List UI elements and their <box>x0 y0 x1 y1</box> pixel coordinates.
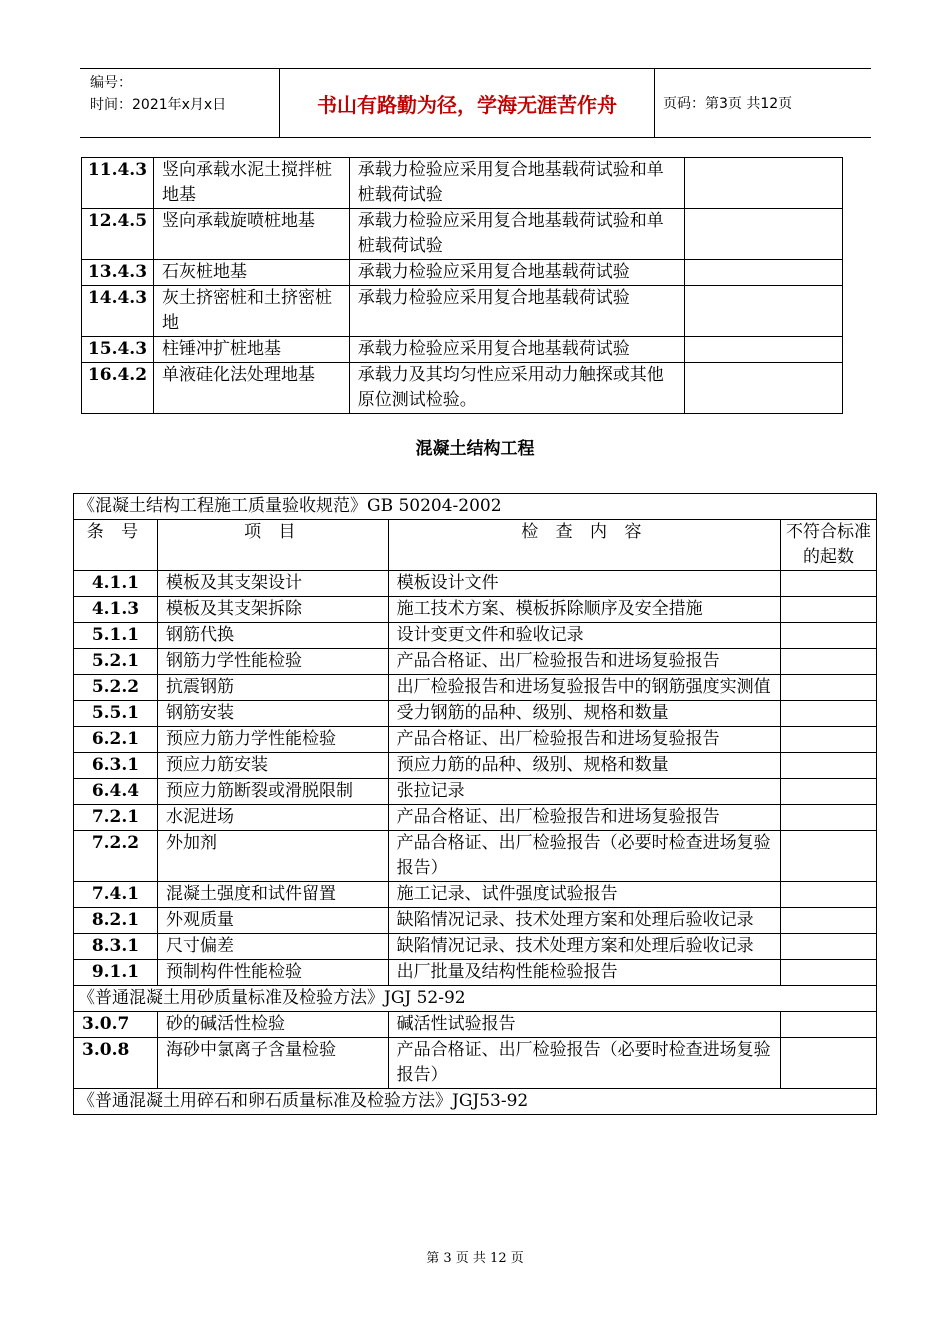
concrete-rows <box>74 571 877 986</box>
row-count <box>781 753 877 779</box>
row-content: 缺陷情况记录、技术处理方案和处理后验收记录 <box>388 934 780 960</box>
row-code: 7.4.1 <box>74 882 158 908</box>
row-count <box>685 286 843 337</box>
header-motto: 书山有路勤为径，学海无涯苦作舟 <box>280 69 655 137</box>
row-count <box>781 623 877 649</box>
row-item: 预应力筋安装 <box>157 753 388 779</box>
row-item: 混凝土强度和试件留置 <box>157 882 388 908</box>
row-content: 产品合格证、出厂检验报告和进场复验报告 <box>388 727 780 753</box>
row-count <box>781 571 877 597</box>
row-code: 3.0.8 <box>74 1038 158 1089</box>
table-row <box>74 571 877 597</box>
row-content: 出厂检验报告和进场复验报告中的钢筋强度实测值 <box>388 675 780 701</box>
table-row <box>82 337 843 363</box>
row-content: 产品合格证、出厂检验报告（必要时检查进场复验报告） <box>388 1038 780 1089</box>
table-row <box>74 805 877 831</box>
row-item: 钢筋代换 <box>157 623 388 649</box>
row-content: 模板设计文件 <box>388 571 780 597</box>
table-row <box>82 363 843 414</box>
row-count <box>781 934 877 960</box>
row-count <box>781 1012 877 1038</box>
table-row <box>74 882 877 908</box>
row-item: 模板及其支架拆除 <box>157 597 388 623</box>
page-header <box>80 68 871 138</box>
row-content: 缺陷情况记录、技术处理方案和处理后验收记录 <box>388 908 780 934</box>
table-row <box>74 727 877 753</box>
row-count <box>781 1038 877 1089</box>
concrete-table <box>73 493 877 1115</box>
row-count <box>781 597 877 623</box>
row-code: 5.2.1 <box>74 649 158 675</box>
row-content: 承载力检验应采用复合地基载荷试验 <box>349 260 685 286</box>
table-row <box>74 623 877 649</box>
standard-row <box>74 1089 877 1115</box>
standard-title: 《混凝土结构工程施工质量验收规范》GB 50204-2002 <box>74 494 877 520</box>
row-item: 水泥进场 <box>157 805 388 831</box>
row-code: 5.1.1 <box>74 623 158 649</box>
row-count <box>685 260 843 286</box>
table-row <box>74 934 877 960</box>
row-code: 16.4.2 <box>82 363 154 414</box>
row-code: 7.2.1 <box>74 805 158 831</box>
foundation-table <box>81 157 843 414</box>
table-row <box>74 597 877 623</box>
row-count <box>685 158 843 209</box>
row-item: 砂的碱活性检验 <box>157 1012 388 1038</box>
row-content: 张拉记录 <box>388 779 780 805</box>
standard-row <box>74 986 877 1012</box>
row-count <box>685 209 843 260</box>
table-row <box>74 908 877 934</box>
row-item: 海砂中氯离子含量检验 <box>157 1038 388 1089</box>
row-code: 4.1.1 <box>74 571 158 597</box>
row-count <box>781 701 877 727</box>
row-content: 承载力检验应采用复合地基载荷试验和单桩载荷试验 <box>349 209 685 260</box>
row-item: 外观质量 <box>157 908 388 934</box>
row-item: 单液硅化法处理地基 <box>153 363 349 414</box>
row-count <box>781 882 877 908</box>
sand-rows <box>74 1012 877 1089</box>
row-item: 石灰桩地基 <box>153 260 349 286</box>
row-item: 竖向承载水泥土搅拌桩地基 <box>153 158 349 209</box>
row-code: 12.4.5 <box>82 209 154 260</box>
section-title: 混凝土结构工程 <box>415 439 535 459</box>
row-item: 抗震钢筋 <box>157 675 388 701</box>
standard-title: 《普通混凝土用砂质量标准及检验方法》JGJ 52-92 <box>74 986 877 1012</box>
row-content: 承载力检验应采用复合地基载荷试验 <box>349 286 685 337</box>
row-content: 施工技术方案、模板拆除顺序及安全措施 <box>388 597 780 623</box>
table-row <box>82 158 843 209</box>
row-code: 14.4.3 <box>82 286 154 337</box>
row-content: 产品合格证、出厂检验报告和进场复验报告 <box>388 805 780 831</box>
row-item: 预制构件性能检验 <box>157 960 388 986</box>
row-count <box>781 908 877 934</box>
row-item: 模板及其支架设计 <box>157 571 388 597</box>
standard-row <box>74 494 877 520</box>
header-count: 不符合标准的起数 <box>781 520 877 571</box>
row-count <box>781 831 877 882</box>
standard-title: 《普通混凝土用碎石和卵石质量标准及检验方法》JGJ53-92 <box>74 1089 877 1115</box>
page-footer: 第 3 页 共 12 页 <box>426 1251 524 1266</box>
row-code: 7.2.2 <box>74 831 158 882</box>
table-row <box>82 260 843 286</box>
header-time: 时间：2021年x月x日 <box>90 97 227 113</box>
header-page-info: 页码：第3页 共12页 <box>663 96 793 112</box>
table-row <box>74 701 877 727</box>
row-code: 15.4.3 <box>82 337 154 363</box>
table-row <box>82 286 843 337</box>
row-count <box>781 805 877 831</box>
row-code: 6.2.1 <box>74 727 158 753</box>
row-code: 11.4.3 <box>82 158 154 209</box>
row-count <box>685 363 843 414</box>
row-code: 6.4.4 <box>74 779 158 805</box>
table-row <box>74 649 877 675</box>
table-row <box>74 753 877 779</box>
row-count <box>781 675 877 701</box>
header-content: 检 查 内 容 <box>388 520 780 571</box>
row-content: 出厂批量及结构性能检验报告 <box>388 960 780 986</box>
row-code: 3.0.7 <box>74 1012 158 1038</box>
row-content: 产品合格证、出厂检验报告（必要时检查进场复验报告） <box>388 831 780 882</box>
row-count <box>781 960 877 986</box>
row-item: 钢筋安装 <box>157 701 388 727</box>
header-code: 条 号 <box>74 520 158 571</box>
row-content: 承载力及其均匀性应采用动力触探或其他原位测试检验。 <box>349 363 685 414</box>
row-content: 受力钢筋的品种、级别、规格和数量 <box>388 701 780 727</box>
header-meta <box>80 69 280 137</box>
table-row <box>74 831 877 882</box>
row-code: 8.3.1 <box>74 934 158 960</box>
row-item: 灰土挤密桩和土挤密桩地 <box>153 286 349 337</box>
row-code: 5.5.1 <box>74 701 158 727</box>
row-content: 预应力筋的品种、级别、规格和数量 <box>388 753 780 779</box>
row-content: 承载力检验应采用复合地基载荷试验和单桩载荷试验 <box>349 158 685 209</box>
row-code: 6.3.1 <box>74 753 158 779</box>
row-item: 预应力筋断裂或滑脱限制 <box>157 779 388 805</box>
table-row <box>74 779 877 805</box>
row-content: 产品合格证、出厂检验报告和进场复验报告 <box>388 649 780 675</box>
row-code: 8.2.1 <box>74 908 158 934</box>
row-count <box>781 727 877 753</box>
table-row <box>82 209 843 260</box>
header-item: 项 目 <box>157 520 388 571</box>
table-header-row <box>74 520 877 571</box>
row-content: 承载力检验应采用复合地基载荷试验 <box>349 337 685 363</box>
row-content: 施工记录、试件强度试验报告 <box>388 882 780 908</box>
table-row <box>74 675 877 701</box>
table-row <box>74 1012 877 1038</box>
table-row <box>74 1038 877 1089</box>
table-row <box>74 960 877 986</box>
row-code: 5.2.2 <box>74 675 158 701</box>
row-item: 柱锤冲扩桩地基 <box>153 337 349 363</box>
row-count <box>781 779 877 805</box>
row-code: 4.1.3 <box>74 597 158 623</box>
row-item: 钢筋力学性能检验 <box>157 649 388 675</box>
row-code: 13.4.3 <box>82 260 154 286</box>
header-number: 编号： <box>90 75 132 91</box>
row-count <box>781 649 877 675</box>
row-item: 尺寸偏差 <box>157 934 388 960</box>
row-code: 9.1.1 <box>74 960 158 986</box>
row-item: 外加剂 <box>157 831 388 882</box>
row-content: 碱活性试验报告 <box>388 1012 780 1038</box>
foundation-table-body <box>82 158 843 414</box>
row-count <box>685 337 843 363</box>
row-item: 预应力筋力学性能检验 <box>157 727 388 753</box>
row-content: 设计变更文件和验收记录 <box>388 623 780 649</box>
row-item: 竖向承载旋喷桩地基 <box>153 209 349 260</box>
